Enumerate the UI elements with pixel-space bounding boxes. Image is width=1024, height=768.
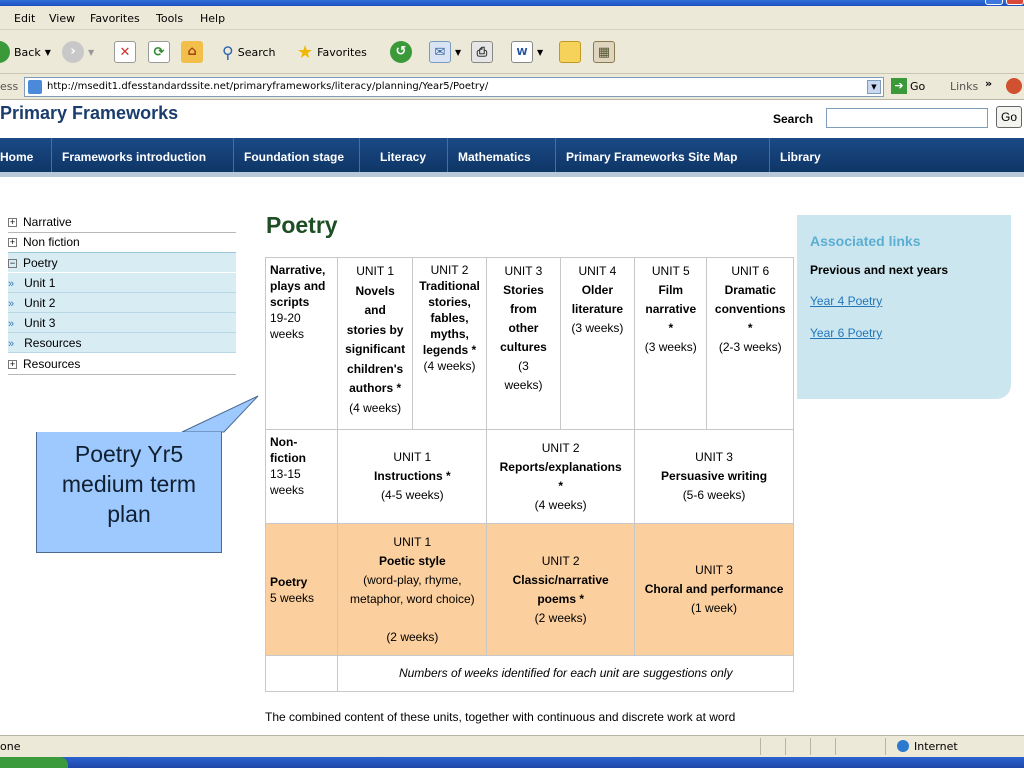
text: Classic/narrative — [512, 572, 609, 587]
tree-label: Poetry — [23, 256, 58, 270]
associated-links-subtitle: Previous and next years — [810, 263, 949, 277]
site-title[interactable]: Primary Frameworks — [0, 103, 179, 123]
nav-literacy[interactable]: Literacy — [360, 138, 448, 172]
text: (3 weeks) — [644, 340, 697, 354]
text: weeks — [270, 483, 305, 497]
text: significant — [345, 342, 406, 356]
tree-item-unit-3[interactable] — [8, 313, 236, 333]
text: (2-3 weeks) — [718, 340, 782, 354]
menu-view[interactable]: View — [49, 12, 76, 25]
text: Dramatic — [724, 283, 776, 297]
text: (word-play, rhyme, — [363, 572, 462, 587]
tree-item-narrative[interactable] — [8, 212, 236, 232]
link-year-4-poetry[interactable]: Year 4 Poetry — [810, 294, 883, 308]
text: UNIT 1 — [393, 450, 432, 464]
tree-label: Unit 1 — [24, 276, 56, 290]
tree-label: Unit 3 — [24, 316, 56, 330]
text: legends * — [422, 343, 477, 357]
table-row-poetry — [266, 524, 794, 656]
tree-item-poetry[interactable] — [8, 252, 236, 272]
tree-label: Resources — [23, 357, 81, 371]
edit-button[interactable] — [511, 38, 543, 66]
search-button[interactable] — [222, 38, 276, 66]
weeks-note: Numbers of weeks identified for each unit are suggestions only — [338, 656, 794, 692]
taskbar — [0, 757, 1024, 768]
menu-edit[interactable]: Edit — [14, 12, 36, 25]
table-row-narrative — [266, 258, 794, 430]
text: Film — [658, 283, 684, 297]
refresh-button[interactable] — [148, 38, 170, 66]
text: literature — [571, 302, 624, 316]
text: (2 weeks) — [534, 610, 587, 625]
text: fables, — [430, 311, 469, 325]
text: (1 week) — [691, 601, 738, 615]
chevron-down-icon: ▼ — [88, 47, 95, 57]
text: * — [747, 321, 753, 335]
chevron-right-icon: » — [8, 298, 15, 310]
divider — [810, 738, 811, 755]
non-fiction-unit-3 — [635, 430, 794, 524]
forward-button[interactable] — [62, 38, 94, 66]
text: poems * — [537, 591, 584, 606]
magnifier-icon: ⚲ — [222, 42, 234, 62]
page-title: Poetry — [266, 212, 338, 238]
text: children's — [347, 361, 404, 376]
arrow-right-icon: ➔ — [891, 78, 907, 94]
print-button[interactable] — [471, 38, 493, 66]
expand-icon[interactable]: + — [9, 359, 16, 369]
browser-toolbar — [0, 30, 1024, 74]
tree-item-unit-2[interactable] — [8, 293, 236, 313]
text: (3 — [518, 359, 529, 373]
restore-window-icon[interactable] — [985, 0, 1003, 5]
address-label: ess — [0, 80, 19, 93]
search-label: Search — [237, 45, 276, 59]
text: UNIT 2 — [430, 263, 469, 277]
forward-arrow-icon: › — [62, 41, 84, 63]
narrative-unit-5 — [635, 258, 707, 430]
narrative-unit-3 — [487, 258, 560, 430]
text: (4 weeks) — [349, 400, 402, 415]
nav-frameworks-introduction[interactable]: Frameworks introduction — [52, 138, 234, 172]
text: (4-5 weeks) — [380, 488, 444, 502]
favorites-button[interactable] — [297, 38, 367, 66]
text: (5-6 weeks) — [682, 488, 746, 502]
tree-item-unit-1[interactable] — [8, 273, 236, 293]
text: cultures — [500, 340, 547, 354]
text: (2 weeks) — [386, 629, 439, 644]
expand-icon[interactable]: + — [9, 217, 16, 227]
nav-foundation-stage[interactable]: Foundation stage — [234, 138, 360, 172]
text: scripts — [270, 295, 310, 309]
row-header-narrative — [266, 258, 338, 430]
tree-item-poetry-resources[interactable] — [8, 333, 236, 353]
row-header-poetry — [266, 524, 338, 656]
text: fiction — [270, 451, 306, 465]
row-header-non-fiction — [266, 430, 338, 524]
text: (4 weeks) — [423, 359, 476, 373]
text: 13-15 — [270, 467, 301, 481]
text: Instructions * — [373, 469, 451, 483]
start-button[interactable] — [0, 757, 68, 768]
star-icon: ★ — [297, 41, 314, 63]
text: Non- — [270, 435, 298, 449]
poetry-unit-2 — [487, 524, 635, 656]
links-label[interactable]: Links — [950, 80, 979, 93]
url-input[interactable] — [24, 77, 884, 97]
text: and — [364, 303, 386, 317]
text: Novels — [355, 283, 395, 298]
text: Poetic style — [378, 553, 446, 568]
text: Traditional — [419, 279, 480, 293]
home-icon: ⌂ — [181, 41, 203, 63]
chevron-right-icon[interactable]: » — [985, 77, 993, 90]
security-zone: Internet — [914, 740, 958, 753]
callout-join — [37, 432, 221, 434]
text: UNIT 2 — [541, 440, 580, 455]
text: weeks — [270, 327, 305, 341]
text: UNIT 3 — [695, 563, 733, 577]
nav-library[interactable]: Library — [780, 150, 821, 164]
callout-box — [36, 432, 222, 553]
address-bar — [0, 74, 1024, 100]
research-icon: ▦ — [593, 41, 615, 63]
status-bar — [0, 735, 1024, 757]
go-label: Go — [910, 79, 926, 93]
stop-button[interactable] — [114, 38, 136, 66]
menu-tools[interactable]: Tools — [156, 12, 184, 25]
text: other — [508, 321, 539, 335]
chevron-down-icon: ▼ — [455, 47, 462, 57]
tree-label: Non fiction — [23, 235, 80, 249]
text: Reports/explanations — [499, 459, 622, 474]
non-fiction-unit-1 — [338, 430, 487, 524]
divider — [885, 738, 886, 755]
text: UNIT 6 — [731, 264, 770, 278]
callout-line: plan — [107, 501, 151, 527]
text — [411, 611, 414, 625]
text: Older — [581, 283, 614, 297]
text: metaphor, word choice) — [349, 591, 475, 606]
home-button[interactable] — [181, 38, 203, 66]
tree-item-resources[interactable] — [8, 354, 236, 374]
stop-icon: ✕ — [114, 41, 136, 63]
body-text: The combined content of these units, together with continuous and discrete work at word — [265, 710, 736, 724]
callout-line: Poetry Yr5 — [74, 441, 184, 467]
text: plays and — [270, 279, 326, 293]
url-text: http://msedit1.dfesstandardssite.net/primaryframeworks/literacy/planning/Year5/Poetry/ — [47, 81, 489, 92]
refresh-icon: ⟳ — [148, 41, 170, 63]
nav-home[interactable]: Home — [0, 138, 52, 172]
close-window-icon[interactable] — [1006, 0, 1024, 5]
favorites-label: Favorites — [317, 45, 367, 59]
empty-cell — [266, 656, 338, 692]
narrative-unit-2 — [412, 258, 486, 430]
chevron-right-icon: » — [8, 318, 15, 330]
nav-mathematics[interactable]: Mathematics — [448, 138, 556, 172]
history-icon: ↺ — [390, 41, 412, 63]
text: UNIT 4 — [578, 264, 617, 278]
chevron-down-icon: ▼ — [537, 47, 544, 57]
text: UNIT 2 — [541, 553, 580, 568]
printer-icon: ⎙ — [471, 41, 493, 63]
text: Stories — [503, 283, 544, 297]
narrative-unit-6 — [707, 258, 794, 430]
poetry-unit-1 — [338, 524, 487, 656]
associated-links-title: Associated links — [810, 233, 921, 249]
text: conventions — [714, 302, 786, 316]
text: weeks) — [504, 378, 543, 392]
narrative-unit-1 — [338, 258, 412, 430]
site-search-input[interactable] — [826, 108, 988, 128]
table-row-note — [266, 656, 794, 692]
text: stories, — [428, 295, 471, 309]
mail-icon: ✉ — [429, 41, 451, 63]
non-fiction-unit-2 — [487, 430, 635, 524]
text: (3 weeks) — [571, 321, 624, 335]
menu-favorites[interactable]: Favorites — [90, 12, 140, 25]
text: Persuasive writing — [661, 469, 768, 483]
site-search-label: Search — [773, 112, 814, 126]
menu-bar — [0, 6, 1024, 30]
poetry-plan-table — [265, 257, 794, 692]
tree-label: Narrative — [23, 215, 72, 229]
expand-icon[interactable]: + — [9, 237, 16, 247]
text: 5 weeks — [270, 590, 315, 605]
page-icon — [28, 80, 42, 94]
narrative-unit-4 — [560, 258, 634, 430]
text: (4 weeks) — [534, 497, 587, 512]
text: narrative — [645, 302, 697, 316]
mail-button[interactable] — [429, 38, 461, 66]
tree-label: Unit 2 — [24, 296, 56, 310]
text: myths, — [430, 327, 469, 341]
text: authors * — [349, 381, 402, 395]
text: 19-20 — [270, 311, 301, 325]
text: UNIT 1 — [356, 264, 395, 278]
text: * — [558, 478, 563, 493]
associated-links-panel — [797, 215, 1011, 399]
text: Poetry — [270, 574, 308, 589]
table-row-non-fiction — [266, 430, 794, 524]
link-year-6-poetry[interactable]: Year 6 Poetry — [810, 326, 883, 340]
tree-item-non-fiction[interactable] — [8, 232, 236, 252]
toolbar-extension-icon[interactable] — [1006, 78, 1022, 94]
chevron-right-icon: » — [8, 338, 15, 350]
site-search-go-button[interactable]: Go — [996, 106, 1022, 128]
go-address-button[interactable] — [891, 78, 925, 94]
research-button[interactable] — [593, 38, 615, 66]
back-button[interactable] — [0, 38, 51, 66]
nav-site-map[interactable]: Primary Frameworks Site Map — [556, 138, 770, 172]
chevron-right-icon: » — [8, 278, 15, 290]
divider — [835, 738, 836, 755]
text: from — [510, 302, 537, 316]
word-icon: W — [511, 41, 533, 63]
text: stories by — [346, 322, 404, 337]
folder-icon — [559, 41, 581, 63]
globe-icon — [897, 740, 909, 752]
main-nav — [0, 138, 1024, 177]
back-label: Back — [14, 45, 41, 59]
poetry-unit-3 — [635, 524, 794, 656]
text: Choral and performance — [644, 582, 784, 596]
text: UNIT 1 — [393, 534, 432, 549]
text: Narrative, — [270, 263, 326, 277]
text: UNIT 3 — [695, 450, 733, 464]
menu-help[interactable]: Help — [200, 12, 226, 25]
text: * — [668, 321, 674, 335]
chevron-down-icon[interactable]: ▼ — [867, 80, 881, 94]
tree-label: Resources — [24, 336, 82, 350]
text: UNIT 5 — [651, 264, 690, 278]
status-text: one — [0, 740, 21, 753]
divider — [8, 374, 236, 375]
divider — [760, 738, 761, 755]
callout-line: medium term — [61, 471, 197, 497]
chevron-down-icon: ▼ — [44, 47, 51, 57]
collapse-icon[interactable]: − — [9, 258, 16, 268]
folder-button[interactable] — [559, 38, 581, 66]
callout-pointer — [150, 394, 262, 436]
text: UNIT 3 — [504, 264, 543, 278]
back-arrow-icon — [0, 41, 10, 63]
history-button[interactable] — [390, 38, 412, 66]
divider — [785, 738, 786, 755]
